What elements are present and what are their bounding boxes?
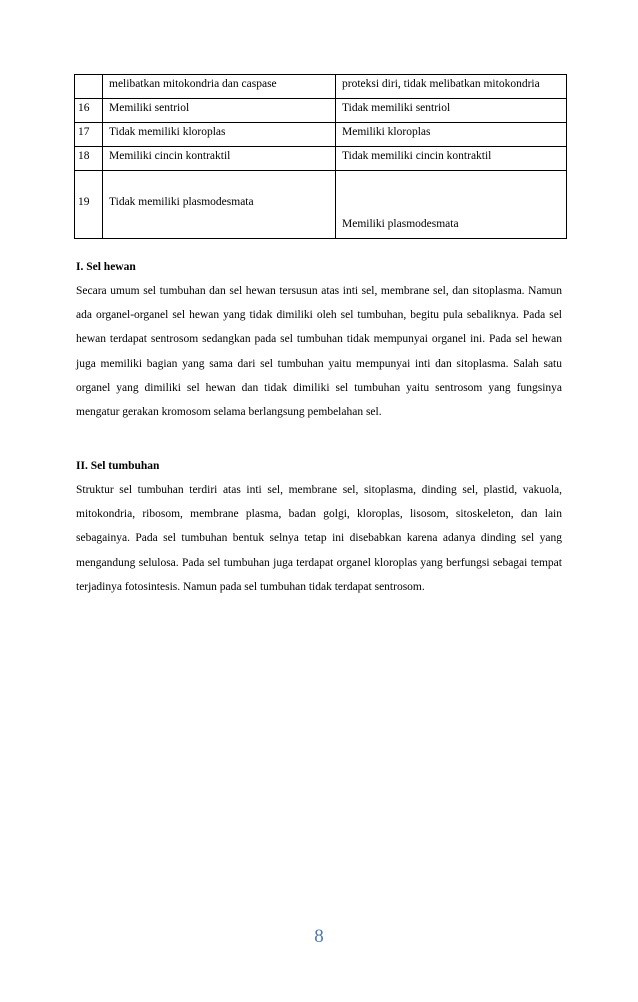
section-paragraph: Struktur sel tumbuhan terdiri atas inti sel, membrane sel, sitoplasma, dinding sel, plastid, vakuola, mitokondria, ribosom, membrane plasma, badan golgi, kloroplas, lisosom, sitoskeleton, dan lain sebagainya. Pada sel tumbuhan bentuk selnya tetap ini disebabkan karena adanya dinding sel yang mengandung selulosa. Pada sel tumbuhan juga terdapat organel kloroplas yang berfungsi sebagai tempat terjadinya fotosintesis. Namun pada sel tumbuhan tidak terdapat sentrosom. <box>76 484 562 593</box>
row-number-text: 19 <box>78 196 90 208</box>
comparison-table <box>74 74 567 239</box>
animal-cell-cell: Memiliki sentriol <box>103 99 336 123</box>
animal-cell-text: Tidak memiliki plasmodesmata <box>109 196 254 208</box>
table-row <box>75 171 567 239</box>
page-number: 8 <box>314 926 324 947</box>
row-number-cell: 17 <box>75 123 103 147</box>
plant-cell-cell <box>336 171 567 239</box>
plant-cell-text: Memiliki plasmodesmata <box>342 218 459 230</box>
table-row <box>75 123 567 147</box>
section-paragraph: Secara umum sel tumbuhan dan sel hewan tersusun atas inti sel, membrane sel, dan sitoplasma. Namun ada organel-organel sel hewan yang tidak dimiliki oleh sel tumbuhan, begitu pula sebaliknya. Pada sel hewan terdapat sentrosom sedangkan pada sel tumbuhan tidak mempunyai organel ini. Pada sel hewan juga memiliki bagian yang sama dari sel tumbuhan yaitu mempunyai inti dan sitoplasma. Salah satu organel yang dimiliki sel hewan dan tidak dimiliki sel tumbuhan yaitu sentrosom yang fungsinya mengatur gerakan kromosom selama berlangsung pembelahan sel. <box>76 285 562 419</box>
animal-cell-cell: melibatkan mitokondria dan caspase <box>103 75 336 99</box>
row-number-cell <box>75 75 103 99</box>
table-row <box>75 99 567 123</box>
table-row <box>75 147 567 171</box>
section-heading: II. Sel tumbuhan <box>76 460 160 472</box>
section-sel-tumbuhan <box>76 458 562 599</box>
row-number-cell: 16 <box>75 99 103 123</box>
plant-cell-cell: Tidak memiliki cincin kontraktil <box>336 147 567 171</box>
animal-cell-cell: Tidak memiliki kloroplas <box>103 123 336 147</box>
row-number-cell: 18 <box>75 147 103 171</box>
plant-cell-cell: Memiliki kloroplas <box>336 123 567 147</box>
animal-cell-cell: Memiliki cincin kontraktil <box>103 147 336 171</box>
animal-cell-cell <box>103 171 336 239</box>
plant-cell-cell: Tidak memiliki sentriol <box>336 99 567 123</box>
section-sel-hewan <box>76 259 562 424</box>
table-row <box>75 75 567 99</box>
section-heading: I. Sel hewan <box>76 261 136 273</box>
plant-cell-cell: proteksi diri, tidak melibatkan mitokondria <box>336 75 567 99</box>
row-number-cell <box>75 171 103 239</box>
